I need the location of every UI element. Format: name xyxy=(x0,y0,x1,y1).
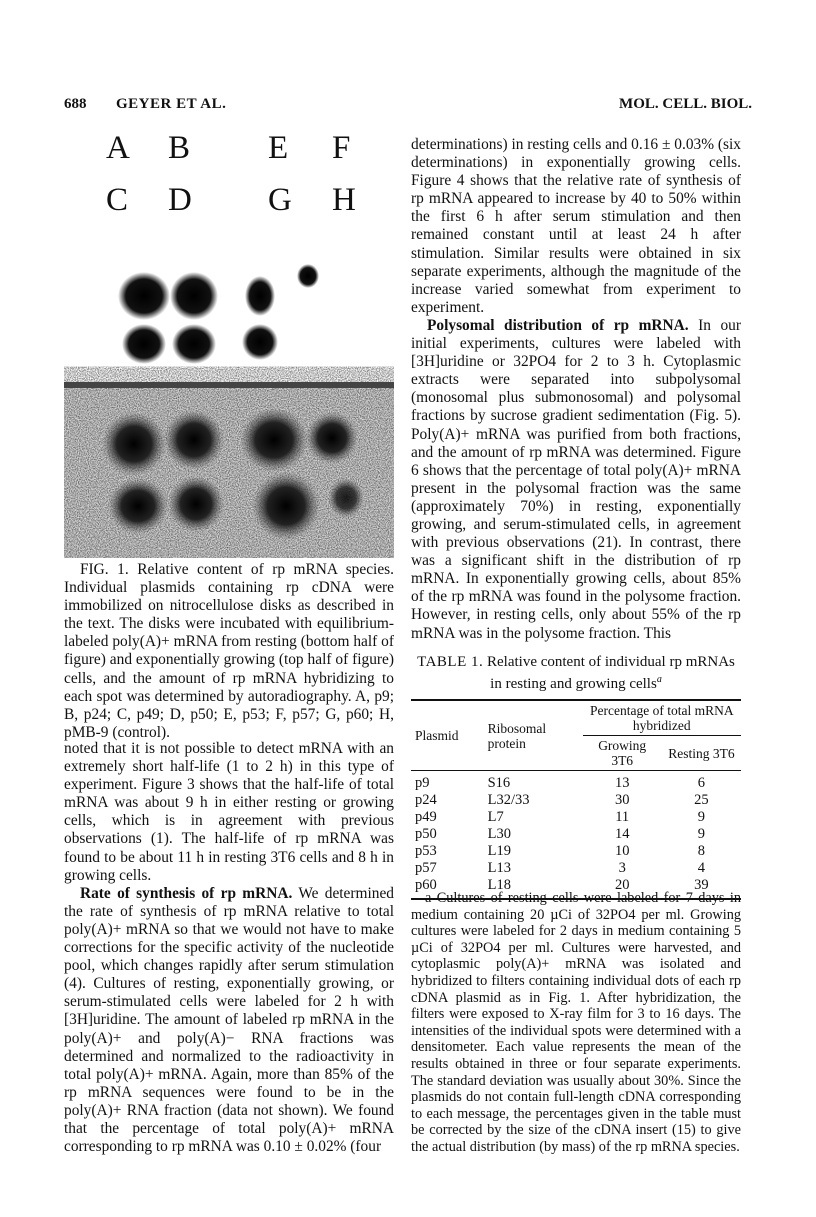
cell-protein: L19 xyxy=(487,843,511,859)
cell-resting: 25 xyxy=(694,792,709,808)
panel-label-d: D xyxy=(168,182,193,218)
spot-b-resting xyxy=(164,410,224,470)
panel-label-g: G xyxy=(268,182,293,218)
panel-label-f: F xyxy=(332,130,352,166)
cell-protein: L30 xyxy=(487,826,511,842)
figure-1 xyxy=(64,126,394,558)
spot-c-resting xyxy=(108,478,168,534)
col-header-percentage: Percentage of total mRNA hybridized xyxy=(583,700,741,736)
cell-plasmid: p53 xyxy=(415,843,437,859)
cell-plasmid: p60 xyxy=(411,877,484,899)
cell-growing: 30 xyxy=(614,792,630,808)
table-row xyxy=(411,771,741,793)
cell-growing: 10 xyxy=(614,843,630,859)
cell-growing: 20 xyxy=(583,877,662,899)
table-row xyxy=(411,792,741,809)
col-header-plasmid: Plasmid xyxy=(411,700,484,771)
page-number: 688 xyxy=(64,96,87,112)
cell-plasmid: p24 xyxy=(415,792,437,808)
cell-growing: 13 xyxy=(583,771,662,793)
cell-resting: 9 xyxy=(697,809,706,825)
table-row xyxy=(411,843,741,860)
panel-label-c: C xyxy=(106,182,130,218)
data-table xyxy=(411,699,741,900)
paragraph: determinations) in resting cells and 0.16 ± 0.03% (six determinations) in exponentially growing cells. Figure 4 shows that the relative rate of synthesis of rp mRNA appeared to increase by 40 to 50% within the first 6 h after serum stimulation and then remained constant until at least 24 h after stimulation. Similar results were obtained in six separate experiments, although the magnitude of the increase varied somewhat from experiment to experiment. xyxy=(411,136,741,316)
section-heading: Rate of synthesis of rp mRNA. xyxy=(80,884,293,902)
cell-growing: 11 xyxy=(615,809,630,825)
cell-resting: 8 xyxy=(697,843,706,859)
autoradiograph-image xyxy=(64,254,394,558)
left-column-text xyxy=(64,740,394,1156)
figure-caption: FIG. 1. Relative content of rp mRNA species. Individual plasmids containing rp cDNA were immobilized on nitrocellulose disks as described in the text. The disks were incubated with equilibrium-labeled poly(A)+ mRNA from resting (bottom half of figure) and exponentially growing (top half of figure) cells, and the amount of rp mRNA hybridizing to each spot was determined by autoradiography. A, p9; B, p24; C, p49; D, p50; E, p53; F, p57; G, p60; H, pMB-9 (control). xyxy=(64,561,394,741)
cell-plasmid: p49 xyxy=(415,809,437,825)
cell-protein: S16 xyxy=(484,771,583,793)
panel-label-a: A xyxy=(106,130,131,166)
spot-g-resting xyxy=(252,472,320,540)
spot-g-growing xyxy=(242,324,278,360)
section-heading: Polysomal distribution of rp mRNA. xyxy=(427,316,689,334)
col-header-growing: Growing 3T6 xyxy=(598,738,647,768)
spot-b-growing xyxy=(170,272,218,320)
table-footnote: a Cultures of resting cells were labeled for 7 days in medium containing 20 µCi of 32PO4 per ml. Growing cultures were labeled for 2 days in medium containing 5 µCi of 32PO4 per ml. Cultures were harvested, and cytoplasmic poly(A)+ mRNA was isolated and hybridized to filters containing individual dots of each rp cDNA plasmid as in Fig. 1. After hybridization, the filters were exposed to X-ray film for 3 to 16 days. The intensities of the individual spots were determined with a densitometer. Each value represents the mean of the results obtained in three or four separate experiments. The standard deviation was usually about 30%. Since the plasmids do not contain full-length cDNA corresponding to each message, the percentages given in the table must be corrected by the size of the cDNA insert (15) to give the actual distribution (by mass) of the rp mRNA species. xyxy=(411,890,741,1155)
cell-resting: 6 xyxy=(662,771,741,793)
col-header-resting: Resting 3T6 xyxy=(668,745,735,761)
spot-d-growing xyxy=(172,324,216,364)
spot-c-growing xyxy=(122,324,166,364)
spot-e-growing xyxy=(245,276,275,316)
spot-a-resting xyxy=(102,412,166,476)
spot-e-resting xyxy=(240,408,308,472)
table-row xyxy=(411,860,741,877)
table-caption: TABLE 1. Relative content of individual rp mRNAs in resting and growing cells$^a$ xyxy=(417,654,735,692)
running-header xyxy=(64,96,752,118)
panel-label-e: E xyxy=(268,130,290,166)
cell-resting: 9 xyxy=(697,826,706,842)
cell-protein: L32/33 xyxy=(487,792,530,808)
panel-label-b: B xyxy=(168,130,192,166)
paragraph: Polysomal distribution of rp mRNA. In our initial experiments, cultures were labeled with [3H]uridine or 32PO4 for 2 to 3 h. Cytoplasmic extracts were separated into subpolysomal (monosomal plus submonosomal) and polysomal fractions by sucrose gradient sedimentation (Fig. 5). Poly(A)+ mRNA was purified from both fractions, and the amount of rp mRNA was determined. Figure 6 shows that the percentage of total poly(A)+ mRNA present in the polysomal fraction was the same (approximately 70%) in resting, exponentially growing, and serum-stimulated cells, in agreement with previous observations (21). In contrast, there was a significant shift in the distribution of rp mRNA. In exponentially growing cells, about 85% of the rp mRNA was found in the polysome fraction. However, in resting cells, only about 55% of the rp mRNA was in the polysome fraction. This xyxy=(411,316,741,642)
col-header-protein: Ribosomal protein xyxy=(484,700,583,771)
cell-protein: L13 xyxy=(487,860,511,876)
paragraph: Rate of synthesis of rp mRNA. We determined the rate of synthesis of rp mRNA relative to total poly(A)+ mRNA so that we would not have to make corrections for the specific activity of the nucleotide pool, which changes rapidly after serum stimulation (4). Cultures of resting, exponentially growing, or serum-stimulated cells were labeled for 2 h with [3H]uridine. The amount of labeled rp mRNA in the poly(A)+ and poly(A)− RNA fractions was determined and normalized to the radioactivity in total poly(A)+ mRNA. Again, more than 85% of the rp mRNA sequences were found to be in the poly(A)+ RNA fraction (data not shown). We found that the percentage of total poly(A)+ mRNA corresponding to rp mRNA was 0.10 ± 0.02% (four xyxy=(64,884,394,1156)
running-authors: GEYER ET AL. xyxy=(116,96,227,112)
spot-f-growing xyxy=(297,264,319,288)
cell-growing: 3 xyxy=(618,860,626,876)
cell-plasmid: p9 xyxy=(411,771,484,793)
table-row xyxy=(411,809,741,826)
table-row xyxy=(411,826,741,843)
cell-protein: L7 xyxy=(487,809,504,825)
paragraph: noted that it is not possible to detect mRNA with an extremely short half-life (1 to 2 h) in this type of experiment. Figure 3 shows that the half-life of total mRNA was about 9 h in either resting or growing cells, which is in agreement with previous observations (1). The half-life of rp mRNA was found to be about 11 h in resting 3T6 cells and 8 h in growing cells. xyxy=(64,740,394,884)
cell-resting: 39 xyxy=(662,877,741,899)
table-1 xyxy=(411,653,741,900)
panel-label-h: H xyxy=(332,182,357,218)
cell-resting: 4 xyxy=(697,860,706,876)
journal-name: MOL. CELL. BIOL. xyxy=(619,96,752,112)
spot-d-resting xyxy=(168,476,224,532)
spot-f-resting xyxy=(306,412,358,464)
right-column-text xyxy=(411,136,741,643)
cell-plasmid: p57 xyxy=(415,860,437,876)
spot-a-growing xyxy=(118,272,170,320)
spot-h-resting xyxy=(328,478,364,518)
cell-protein: L18 xyxy=(484,877,583,899)
cell-plasmid: p50 xyxy=(415,826,437,842)
cell-growing: 14 xyxy=(614,826,630,842)
